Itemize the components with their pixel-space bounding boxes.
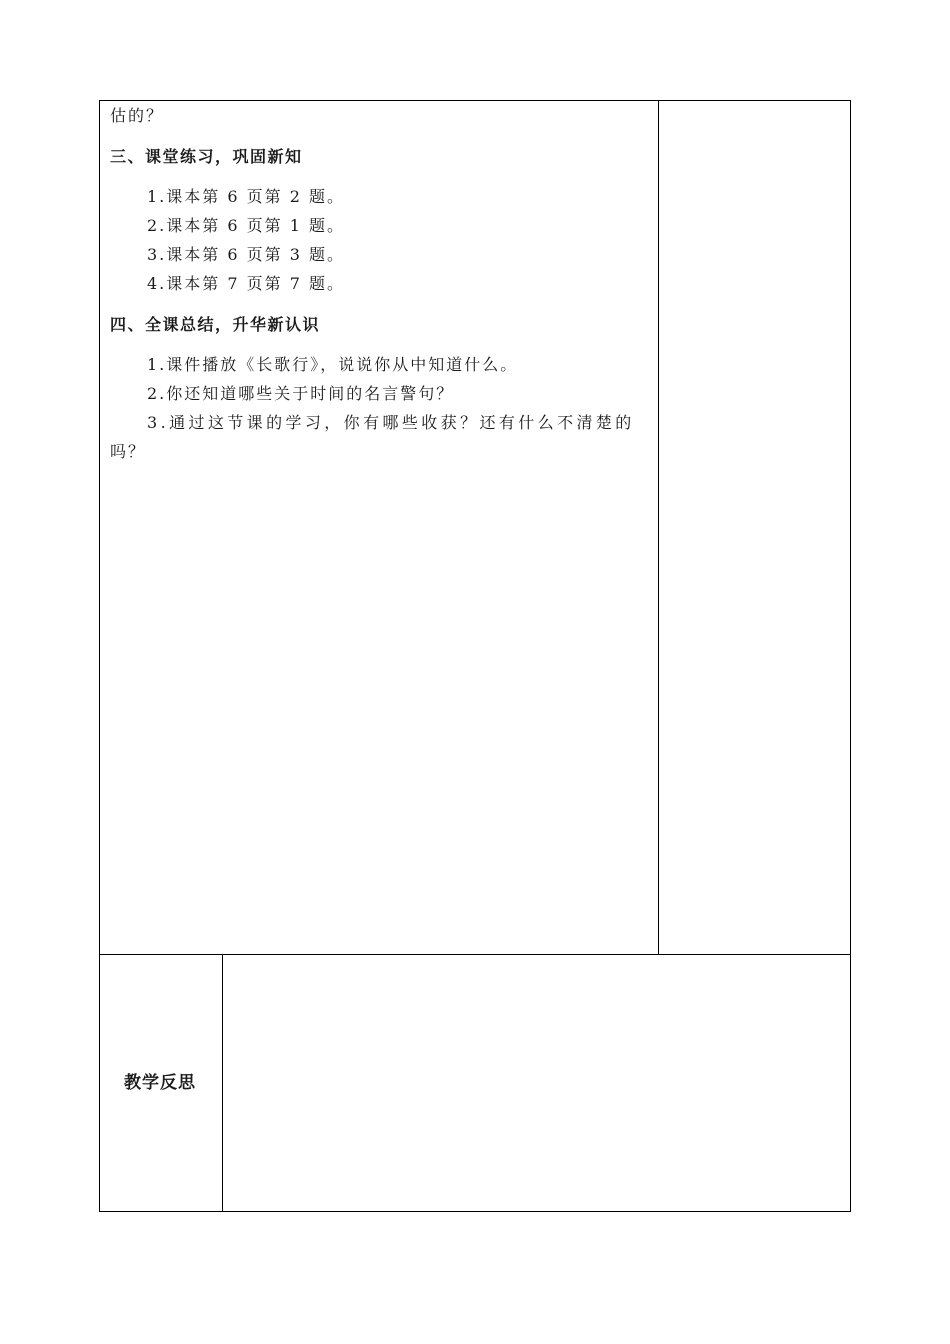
table-border-bottom — [99, 1211, 851, 1212]
reflection-label: 教学反思 — [124, 1073, 196, 1093]
summary-item: 2.你还知道哪些关于时间的名言警句？ — [147, 384, 455, 403]
notes-column-divider — [658, 100, 659, 955]
table-border-left — [99, 100, 100, 1212]
exercise-item: 1.课本第 6 页第 2 题。 — [147, 187, 345, 206]
section-3-heading: 三、课堂练习，巩固新知 — [110, 147, 303, 166]
table-border-right — [850, 100, 851, 1212]
exercise-item: 4.课本第 7 页第 7 题。 — [147, 274, 345, 293]
summary-item: 3.通过这节课的学习，你有哪些收获？还有什么不清楚的 — [147, 413, 635, 432]
table-border-top — [99, 100, 851, 101]
exercise-item: 3.课本第 6 页第 3 题。 — [147, 245, 345, 264]
reflection-content-cell[interactable] — [223, 955, 850, 1211]
summary-item-wrap: 吗？ — [110, 442, 147, 461]
summary-item: 1.课件播放《长歌行》，说说你从中知道什么。 — [147, 355, 519, 374]
exercise-item: 2.课本第 6 页第 1 题。 — [147, 216, 345, 235]
section-4-heading: 四、全课总结，升华新认识 — [110, 315, 321, 334]
continuation-text: 估的？ — [110, 106, 165, 125]
